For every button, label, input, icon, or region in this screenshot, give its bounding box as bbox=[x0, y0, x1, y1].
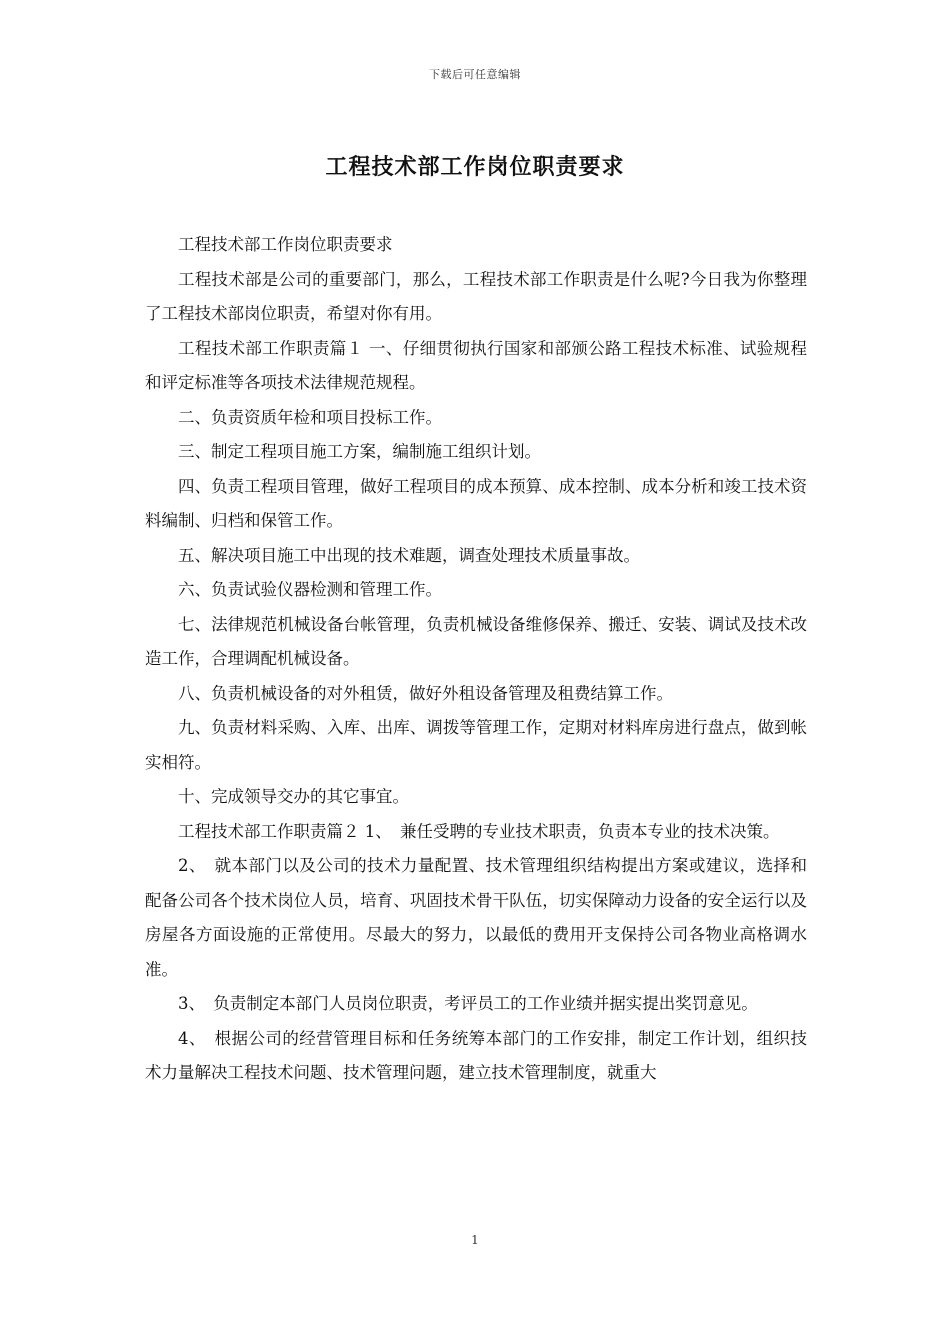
document-title: 工程技术部工作岗位职责要求 bbox=[325, 154, 625, 180]
paragraph: 3、 负责制定本部门人员岗位职责，考评员工的工作业绩并据实提出奖罚意见。 bbox=[178, 994, 758, 1013]
paragraph: 二、负责资质年检和项目投标工作。 bbox=[178, 407, 442, 427]
paragraph: 4、 根据公司的经营管理目标和任务统筹本部门的工作安排，制定工作计划，组织技术力量解决工程技术问题、技术管理问题，建立技术管理制度，就重大 bbox=[145, 1028, 807, 1082]
paragraph: 七、法律规范机械设备台帐管理，负责机械设备维修保养、搬迁、安装、调试及技术改造工作，合理调配机械设备。 bbox=[145, 614, 807, 668]
paragraph: 九、负责材料采购、入库、出库、调拨等管理工作，定期对材料库房进行盘点，做到帐实相符。 bbox=[145, 718, 807, 772]
paragraph: 工程技术部工作职责篇１ 一、仔细贯彻执行国家和部颁公路工程技术标准、试验规程和评定标准等各项技术法律规范规程。 bbox=[145, 338, 807, 392]
paragraph: 四、负责工程项目管理，做好工程项目的成本预算、成本控制、成本分析和竣工技术资料编制、归档和保管工作。 bbox=[145, 476, 807, 530]
document-body bbox=[145, 228, 807, 1091]
paragraph: 工程技术部是公司的重要部门，那么，工程技术部工作职责是什么呢?今日我为你整理了工程技术部岗位职责，希望对你有用。 bbox=[145, 269, 807, 323]
paragraph: 工程技术部工作职责篇２ 1、 兼任受聘的专业技术职责，负责本专业的技术决策。 bbox=[178, 821, 780, 841]
page-header-note: 下载后可任意编辑 bbox=[429, 68, 521, 81]
paragraph: 三、制定工程项目施工方案，编制施工组织计划。 bbox=[178, 442, 541, 461]
paragraph: 五、解决项目施工中出现的技术难题，调查处理技术质量事故。 bbox=[178, 545, 640, 565]
paragraph: 工程技术部工作岗位职责要求 bbox=[178, 235, 393, 254]
paragraph: 八、负责机械设备的对外租赁，做好外租设备管理及租费结算工作。 bbox=[178, 683, 673, 703]
paragraph: 2、 就本部门以及公司的技术力量配置、技术管理组织结构提出方案或建议，选择和配备公司各个技术岗位人员，培育、巩固技术骨干队伍，切实保障动力设备的安全运行以及房屋各方面设施的正常使用。尽最大的努力，以最低的费用开支保持公司各物业高格调水准。 bbox=[145, 856, 807, 979]
paragraph: 十、完成领导交办的其它事宜。 bbox=[178, 787, 409, 806]
page-number: 1 bbox=[471, 1233, 479, 1247]
paragraph: 六、负责试验仪器检测和管理工作。 bbox=[178, 580, 442, 599]
